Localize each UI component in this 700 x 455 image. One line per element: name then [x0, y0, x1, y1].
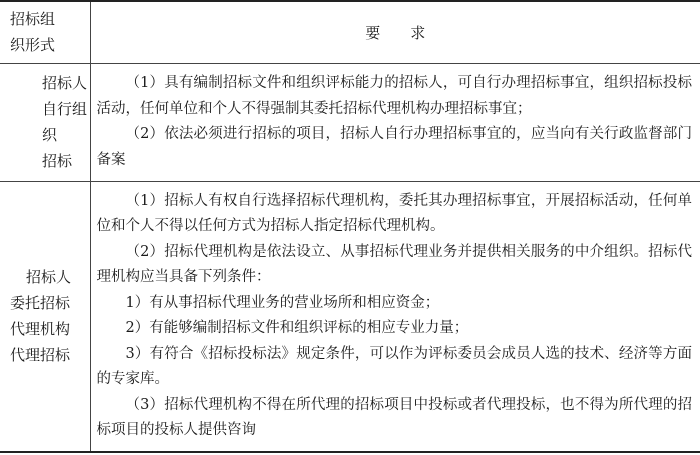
row-label-self-organized [0, 63, 90, 181]
table-row [0, 181, 700, 452]
row-label-line: 招标 [42, 152, 73, 170]
header-requirements-cell [90, 1, 700, 63]
row-label-line: 招标人 [26, 268, 72, 287]
header-requirements-a: 要 [365, 23, 381, 42]
table-row [0, 63, 700, 181]
header-form-line2: 织形式 [10, 36, 56, 55]
row-label-line: 代理招标 [10, 346, 71, 365]
paragraph: （3）招标代理机构不得在所代理的招标项目中投标或者代理投标，也不得为所代理的招标项目的投标人提供咨询 [96, 396, 692, 439]
row-label-line: 委托招标 [10, 294, 71, 313]
paragraph: （2）依法必须进行招标的项目，招标人自行办理招标事宜的，应当向有关行政监督部门备案 [96, 126, 692, 168]
header-form-cell [0, 1, 90, 63]
paragraph: （2）招标代理机构是依法设立、从事招标代理业务并提供相关服务的中介组织。招标代理机构应当具备下列条件： [96, 243, 692, 286]
row-label-line: 代理机构 [10, 320, 71, 339]
paragraph: （1）具有编制招标文件和组织评标能力的招标人，可自行办理招标事宜，组织招标投标活动，任何单位和个人不得强制其委托招标代理机构办理招标事宜； [96, 75, 692, 117]
header-requirements-b: 求 [410, 23, 426, 42]
paragraph: 3）有符合《招标投标法》规定条件，可以作为评标委员会成员人选的技术、经济等方面的专家库。 [96, 345, 692, 388]
row-label-agency [0, 181, 90, 452]
paragraph: （1）招标人有权自行选择招标代理机构，委托其办理招标事宜，开展招标活动，任何单位和个人不得以任何方式为招标人指定招标代理机构。 [96, 192, 692, 235]
header-row [0, 1, 700, 63]
row-label-line: 自行组织 [42, 100, 88, 144]
paragraph: 1）有从事招标代理业务的营业场所和相应资金； [125, 294, 440, 311]
header-form-line1: 招标组 [10, 10, 56, 29]
row-label-line: 招标人 [42, 74, 88, 92]
row-body-self-organized [90, 63, 700, 181]
paragraph: 2）有能够编制招标文件和组织评标的相应专业力量； [125, 320, 469, 337]
row-body-agency [90, 181, 700, 452]
